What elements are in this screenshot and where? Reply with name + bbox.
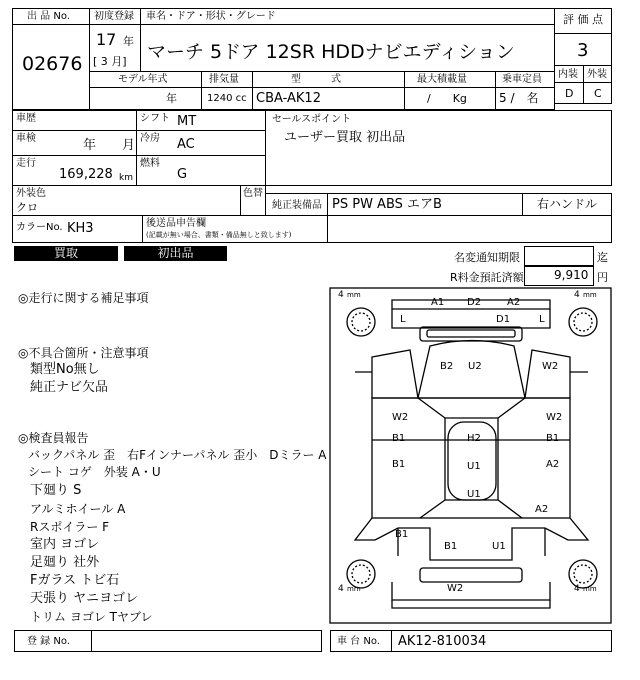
inspector-item: シート コゲ 外装 A・U [28,465,161,479]
inspector-item: 室内 ヨゴレ [30,537,100,552]
color-change-label: 色替 [243,188,263,199]
damage-code: B1 [395,529,409,540]
defects-title: ◎不具合箇所・注意事項 [18,346,149,360]
damage-code: U2 [468,361,482,372]
recycle-value: 9,910 [554,268,589,282]
tire-unit-rear-left: mm [347,585,361,593]
aircon-label: 冷房 [140,133,160,144]
load-label: 最大積載量 [417,74,467,85]
score-value: 3 [577,40,589,61]
damage-code: B1 [546,433,560,444]
chassis-value-cell [391,630,612,652]
exterior-color-label: 外装色 [16,188,46,199]
first-reg-label: 初度登録 [94,11,134,22]
chassis-label-cell [330,630,392,652]
tire-front-left-icon [347,308,375,336]
damage-code: L [539,314,545,325]
year-unit: 年 [123,35,134,48]
damage-code: L [400,314,406,325]
damage-code: H2 [467,433,481,444]
inspector-item: Fガラス トビ石 [30,573,120,588]
damage-code: D2 [467,297,482,308]
tail-outline [420,568,522,582]
tire-unit-front-right: mm [583,291,597,299]
equipment-value: PS PW ABS エアB [332,197,442,212]
reg-value-cell [91,630,322,652]
damage-code: W2 [542,361,559,372]
load-value: / Kg [427,92,467,105]
reg-label-cell [14,630,92,652]
reg-label: 登 録 No. [27,636,70,647]
inspection-value: 年 月 [83,138,136,153]
damage-code: U1 [467,461,481,472]
capacity-label: 乗車定員 [502,74,542,85]
damage-code: B1 [444,541,458,552]
damage-code: A1 [431,297,445,308]
tire-depth-rear-left: 4 [338,584,344,594]
damage-code: B2 [440,361,454,372]
displacement-label: 排気量 [209,74,239,85]
defect-item: 純正ナビ欠品 [30,380,109,395]
car-name: マーチ 5ドア 12SR HDDナビエディション [147,41,515,63]
exterior-grade: C [594,87,602,100]
rear-outline [355,518,588,560]
tire-unit-front-left: mm [347,291,361,299]
score-label: 評 価 点 [563,13,603,26]
aftermarket-note: (記載が無い場合、書類・備品無しと致します) [146,231,292,239]
shift-value: MT [177,114,197,129]
inspection-label: 車検 [16,133,36,144]
exterior-color-value: クロ [16,201,38,214]
lot-label: 出 品 No. [27,11,70,22]
shift-label: シフト [140,113,170,124]
name-change-label: 名変通知期限 [454,251,520,264]
first-reg-year: 17 [96,30,117,49]
inspector-item: Rスポイラー F [30,520,110,534]
name-label: 車名・ドア・形状・グレード [146,11,276,22]
front-left-fender [372,350,418,398]
history-label: 車歴 [16,113,36,124]
tire-depth-rear-right: 4 [574,584,580,594]
displacement-value: 1240 cc [207,93,247,104]
defect-item: 類型No無し [30,362,100,377]
tire-front-right-icon [569,308,597,336]
chassis-label: 車 台 No. [337,636,380,647]
first-reg-month: [ 3 月] [93,55,127,68]
mileage-label: 走行 [16,158,36,169]
interior-label: 内装 [558,69,578,80]
recycle-unit: 円 [597,271,608,284]
tire-rear-left-icon [347,560,375,588]
mileage-value: 169,228 [59,167,113,182]
model-year-unit: 年 [166,92,177,105]
type-value: CBA-AK12 [256,91,321,106]
color-no-label: カラーNo. [16,222,63,233]
inspector-item: アルミホイール A [30,502,126,516]
fuel-value: G [177,167,188,182]
mileage-unit: km [119,173,133,183]
front-right-fender [525,350,570,398]
type-label: 型 式 [291,74,341,85]
rear-bumper-outline [392,600,550,608]
interior-grade: D [565,87,574,100]
tire-depth-front-right: 4 [574,290,580,300]
capacity-value: 5 / 名 [499,91,539,105]
sales-point-value: ユーザー買取 初出品 [284,130,406,145]
aftermarket-label: 後送品申告欄 [146,218,206,229]
damage-code: A2 [546,459,560,470]
tire-depth-front-left: 4 [338,290,344,300]
inspector-item: トリム ヨゴレ Tヤブレ [30,610,153,624]
exterior-label: 外装 [587,69,607,80]
tag-purchase: 買取 [14,246,118,261]
name-change-unit: 迄 [597,251,608,264]
fuel-label: 燃料 [140,158,160,169]
damage-code: W2 [447,583,464,594]
inspector-title: ◎検査員報告 [18,431,89,445]
damage-code: W2 [392,412,409,423]
damage-code: W2 [546,412,563,423]
steering-value: 右ハンドル [537,197,598,211]
aircon-value: AC [177,137,195,152]
driving-notes-title: ◎走行に関する補足事項 [18,291,149,305]
recycle-label: R料金預託済額 [450,271,524,284]
damage-code: U1 [492,541,506,552]
damage-code: D1 [496,314,511,325]
lot-number: 02676 [22,53,83,75]
grille-outline [420,327,522,341]
model-year-label: モデル年式 [118,74,168,85]
damage-code: U1 [467,489,481,500]
chassis-number: AK12-810034 [398,634,487,649]
sales-point-label: セールスポイント [272,114,352,125]
inspector-item: バックパネル 歪 右Fインナーパネル 歪小 Dミラー A [28,448,327,462]
damage-code: A2 [535,504,549,515]
inspector-item: 足廻り 社外 [30,555,100,570]
tire-unit-rear-right: mm [583,585,597,593]
color-no-value: KH3 [67,221,94,236]
damage-code: B1 [392,459,406,470]
damage-code: B1 [392,433,406,444]
inspector-item: 天張り ヤニヨゴレ [30,591,139,606]
tag-first-listing: 初出品 [124,246,227,261]
inspector-item: 下廻り S [30,483,82,498]
damage-code: A2 [507,297,521,308]
genuine-label: 純正装備品 [272,200,322,211]
